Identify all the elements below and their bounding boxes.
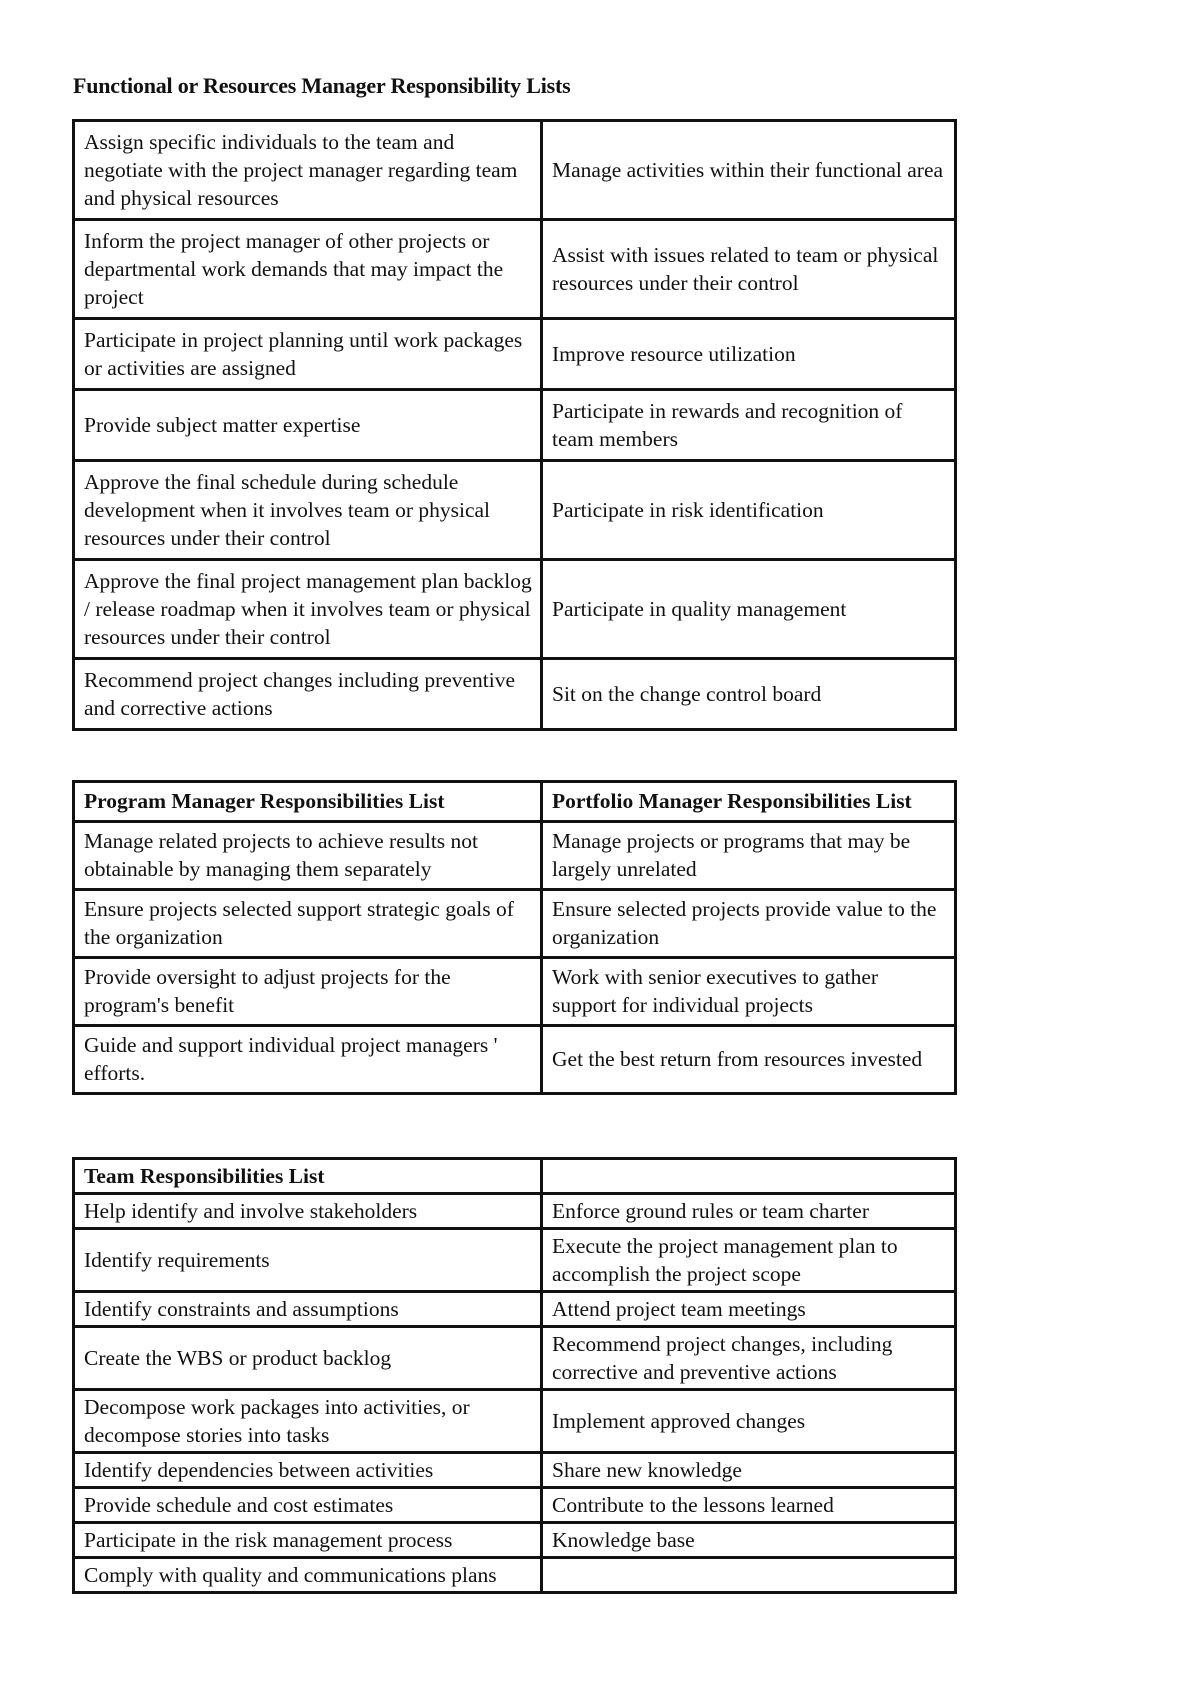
table-row — [74, 890, 956, 958]
table-cell: Manage projects or programs that may be largely unrelated — [542, 822, 956, 890]
table-row — [74, 560, 956, 659]
table-cell: Get the best return from resources invested — [542, 1026, 956, 1094]
table-cell: Provide oversight to adjust projects for the program's benefit — [74, 958, 542, 1026]
team-responsibilities-table — [72, 1157, 957, 1594]
table-cell: Create the WBS or product backlog — [74, 1327, 542, 1390]
table-cell: Manage activities within their functional area — [542, 121, 956, 220]
table-cell: Manage related projects to achieve results not obtainable by managing them separately — [74, 822, 542, 890]
table-cell: Share new knowledge — [542, 1453, 956, 1488]
table-cell: Recommend project changes including preventive and corrective actions — [74, 659, 542, 730]
table-cell: Guide and support individual project managers ' efforts. — [74, 1026, 542, 1094]
functional-manager-table — [72, 119, 957, 731]
portfolio-manager-heading: Portfolio Manager Responsibilities List — [542, 782, 956, 822]
table-cell: Identify requirements — [74, 1229, 542, 1292]
table-row — [74, 1292, 956, 1327]
table-cell: Work with senior executives to gather support for individual projects — [542, 958, 956, 1026]
program-manager-heading: Program Manager Responsibilities List — [74, 782, 542, 822]
table-cell: Recommend project changes, including corrective and preventive actions — [542, 1327, 956, 1390]
table-header-row — [74, 782, 956, 822]
table-row — [74, 390, 956, 461]
table-row — [74, 1523, 956, 1558]
table-row — [74, 659, 956, 730]
table-cell: Provide schedule and cost estimates — [74, 1488, 542, 1523]
table-cell: Approve the final project management plan backlog / release roadmap when it involves team or physical resources under their control — [74, 560, 542, 659]
table-cell: Participate in project planning until work packages or activities are assigned — [74, 319, 542, 390]
table-cell: Knowledge base — [542, 1523, 956, 1558]
table-cell: Participate in risk identification — [542, 461, 956, 560]
table-cell: Participate in rewards and recognition of team members — [542, 390, 956, 461]
table-cell: Contribute to the lessons learned — [542, 1488, 956, 1523]
table-cell-empty — [542, 1159, 956, 1194]
table-cell: Inform the project manager of other projects or departmental work demands that may impact the project — [74, 220, 542, 319]
table-row — [74, 121, 956, 220]
table-cell-empty — [542, 1558, 956, 1593]
table-cell: Provide subject matter expertise — [74, 390, 542, 461]
table-cell: Assign specific individuals to the team and negotiate with the project manager regarding team and physical resources — [74, 121, 542, 220]
table-row — [74, 1026, 956, 1094]
table-cell: Ensure selected projects provide value to the organization — [542, 890, 956, 958]
table-cell: Identify constraints and assumptions — [74, 1292, 542, 1327]
table-cell: Enforce ground rules or team charter — [542, 1194, 956, 1229]
table-row — [74, 1390, 956, 1453]
table-row — [74, 1558, 956, 1593]
table-cell: Sit on the change control board — [542, 659, 956, 730]
table-cell: Assist with issues related to team or physical resources under their control — [542, 220, 956, 319]
table-row — [74, 1194, 956, 1229]
table-row — [74, 220, 956, 319]
table-cell: Comply with quality and communications plans — [74, 1558, 542, 1593]
table-cell: Decompose work packages into activities, or decompose stories into tasks — [74, 1390, 542, 1453]
table-cell: Ensure projects selected support strategic goals of the organization — [74, 890, 542, 958]
table-row — [74, 1453, 956, 1488]
table-header-row — [74, 1159, 956, 1194]
table-cell: Implement approved changes — [542, 1390, 956, 1453]
table-cell: Help identify and involve stakeholders — [74, 1194, 542, 1229]
table-row — [74, 1327, 956, 1390]
team-responsibilities-heading: Team Responsibilities List — [74, 1159, 542, 1194]
table-cell: Execute the project management plan to accomplish the project scope — [542, 1229, 956, 1292]
program-portfolio-table — [72, 780, 957, 1095]
table-row — [74, 461, 956, 560]
table-row — [74, 1488, 956, 1523]
table-cell: Approve the final schedule during schedule development when it involves team or physical resources under their control — [74, 461, 542, 560]
table-row — [74, 958, 956, 1026]
table-row — [74, 822, 956, 890]
table-cell: Identify dependencies between activities — [74, 1453, 542, 1488]
table-cell: Participate in quality management — [542, 560, 956, 659]
table-row — [74, 319, 956, 390]
table-cell: Participate in the risk management process — [74, 1523, 542, 1558]
document-title: Functional or Resources Manager Responsibility Lists — [73, 73, 571, 98]
table-cell: Attend project team meetings — [542, 1292, 956, 1327]
table-row — [74, 1229, 956, 1292]
table-cell: Improve resource utilization — [542, 319, 956, 390]
